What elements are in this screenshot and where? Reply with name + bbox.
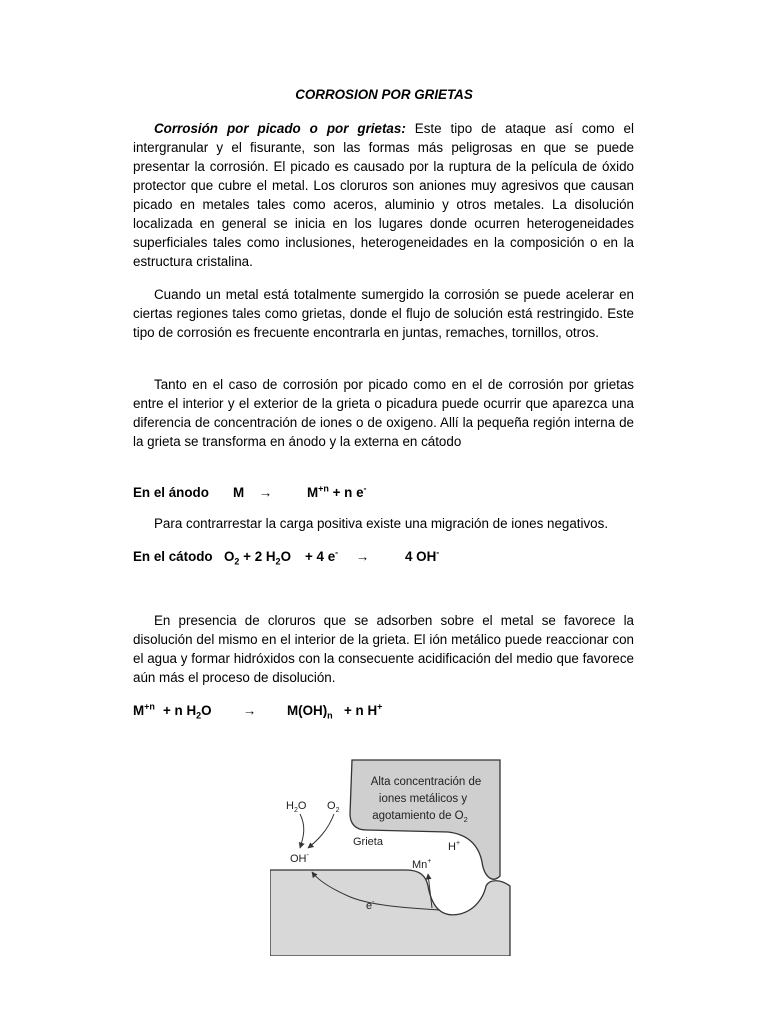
hydrolysis-proton: + n H+ (344, 701, 383, 718)
cathode-label: En el cátodo (133, 549, 213, 564)
cathode-electrons: + 4 e- (305, 547, 339, 564)
anode-arrow: → (259, 485, 273, 500)
metal-base (270, 870, 510, 956)
hydrolysis-hydroxide: $M(OH)_n$ (287, 703, 333, 721)
box-line-3: agotamiento de $O_2$ (372, 810, 468, 824)
anode-product-sup: +n (318, 483, 329, 494)
hydrolysis-arrow: → (243, 703, 257, 718)
water-arrow (300, 814, 304, 848)
anode-equation (133, 484, 533, 504)
oxygen-label: $O_2$ (327, 800, 340, 814)
paragraph-1-text: Este tipo de ataque así como el intergranular y el fisurante, son las formas más peligrosas en que se puede presentar la corrosión. El picado es causado por la ruptura de la película de óxido protector que cubre el metal. Los cloruros son aniones muy agresivos que causan picado en metales tales como aceros, aluminio y otros metales. La disolución localizada en general se inicia en los lugares donde ocurren heterogeneidades superficiales tales como inclusiones, heterogeneidades en la composición o en la estructura cristalina. (133, 121, 634, 269)
anode-electron-sup: - (363, 483, 367, 494)
crevice-diagram (270, 758, 520, 956)
anode-product (307, 484, 367, 502)
paragraph-4: Para contrarrestar la carga positiva existe una migración de iones negativos. (154, 516, 609, 531)
paragraph-5: En presencia de cloruros que se adsorben sobre el metal se favorece la disolución del mismo en el interior de la grieta. El ión metálico puede reaccionar con el agua y formar hidróxidos con la consecuente acidificación del medio que favorece aún más el proceso de disolución. (133, 613, 634, 685)
box-line-1: Alta concentración de (370, 776, 482, 788)
cathode-equation (133, 548, 553, 568)
proton-label: H+ (448, 840, 461, 853)
hydrolysis-water: + n $H_2O$ (163, 703, 212, 721)
cathode-arrow: → (356, 549, 370, 564)
hydrolysis-metal: $M^{+n}$ (133, 701, 155, 718)
anode-label: En el ánodo (133, 485, 209, 500)
document-title: CORROSION POR GRIETAS (295, 87, 473, 102)
hydrolysis-equation (133, 702, 533, 722)
electron-label: e- (366, 899, 375, 912)
paragraph-1-lead: Corrosión por picado o por grietas: (154, 121, 406, 136)
oxygen-arrow (308, 814, 334, 848)
crevice-label: Grieta (353, 836, 383, 848)
anode-product-rest: + n e (328, 485, 364, 500)
anode-product-base: M (307, 485, 319, 500)
hydroxide-label: OH- (290, 852, 309, 865)
paragraph-3: Tanto en el caso de corrosión por picado como en el de corrosión por grietas entre el interior y el exterior de la grieta o picadura puede ocurrir que aparezca una diferencia de concentración de iones o de oxigeno. Allí la pequeña región interna de la grieta se transforma en ánodo y la externa en cátodo (133, 377, 634, 449)
water-label: $H_2O$ (286, 800, 307, 814)
metal-ion-label: Mn+ (412, 858, 432, 871)
paragraph-1 (133, 119, 634, 271)
box-line-2: iones metálicos y (378, 793, 468, 805)
cathode-reaction: $O_2 + 2$ $H_2O$ (224, 549, 291, 567)
anode-reactant: M (233, 485, 245, 500)
cathode-product: 4 OH- (405, 547, 440, 564)
paragraph-2: Cuando un metal está totalmente sumergido la corrosión se puede acelerar en ciertas regiones tales como grietas, donde el flujo de solución está restringido. Este tipo de corrosión es frecuente encontrarla en juntas, remaches, tornillos, otros. (133, 287, 634, 340)
